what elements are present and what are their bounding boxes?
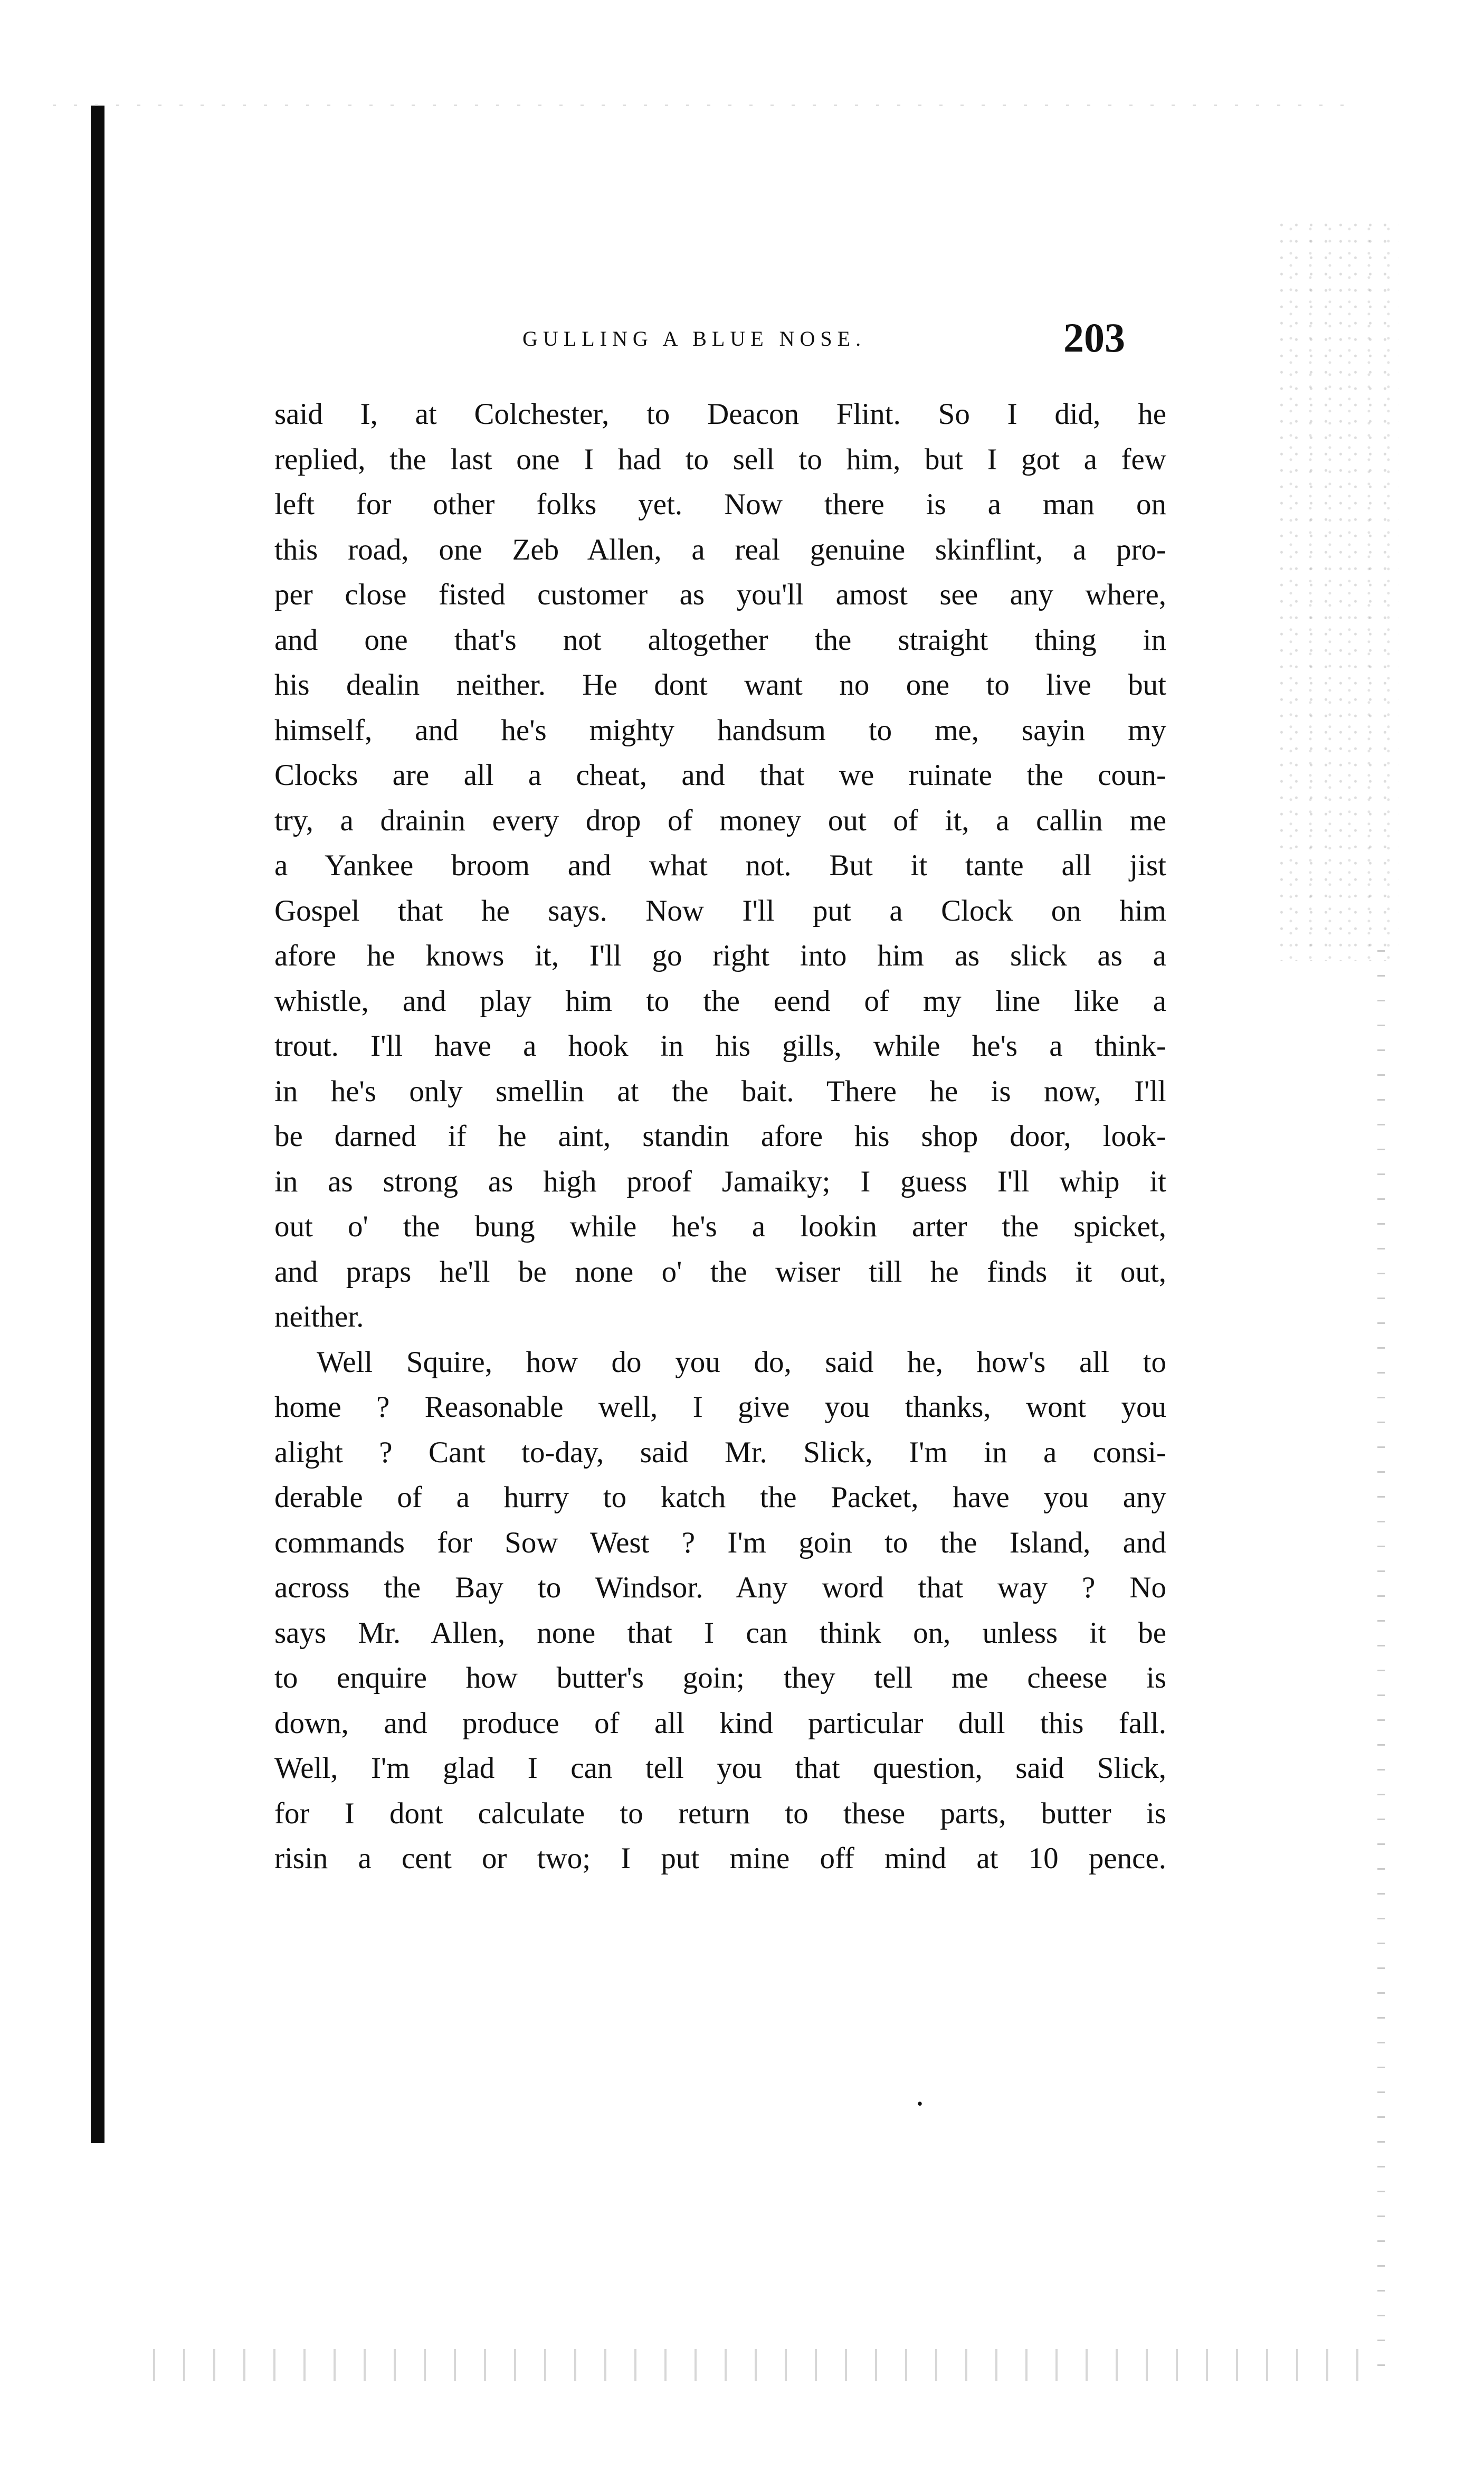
- paragraph: [274, 1340, 1166, 1881]
- text-line: to enquire how butter's goin; they tell me cheese is: [274, 1661, 1166, 1694]
- text-line: commands for Sow West ? I'm goin to the Island, and: [274, 1526, 1166, 1559]
- text-line: per close fisted customer as you'll amost see any where,: [274, 578, 1166, 611]
- text-line: and one that's not altogether the straight thing in: [274, 623, 1166, 657]
- running-head: GULLING A BLUE NOSE.: [522, 327, 867, 351]
- scan-speckle-right-edge: [1377, 950, 1385, 2375]
- text-line: and praps he'll be none o' the wiser till he finds it out,: [274, 1255, 1166, 1289]
- scan-top-edge: [53, 105, 1351, 106]
- binding-edge-bar: [91, 106, 104, 2143]
- text-line: in he's only smellin at the bait. There he is now, I'll: [274, 1074, 1166, 1108]
- text-line: a Yankee broom and what not. But it tante all jist: [274, 849, 1166, 882]
- text-line: this road, one Zeb Allen, a real genuine skinflint, a pro-: [274, 533, 1166, 566]
- text-line: whistle, and play him to the eend of my line like a: [274, 984, 1166, 1018]
- body-text: [274, 392, 1166, 1881]
- text-line: for I dont calculate to return to these parts, butter is: [274, 1796, 1166, 1830]
- text-line: himself, and he's mighty handsum to me, sayin my: [274, 713, 1166, 747]
- text-line: neither.: [274, 1300, 364, 1333]
- text-line: home ? Reasonable well, I give you thanks, wont you: [274, 1390, 1166, 1424]
- text-line: Well Squire, how do you do, said he, how's all to: [317, 1345, 1166, 1379]
- ornament-mark: •: [917, 2094, 923, 2113]
- text-line: Well, I'm glad I can tell you that question, said Slick,: [274, 1752, 1166, 1785]
- text-line: in as strong as high proof Jamaiky; I guess I'll whip it: [274, 1165, 1166, 1198]
- text-line: replied, the last one I had to sell to him, but I got a few: [274, 442, 1166, 476]
- text-line: across the Bay to Windsor. Any word that way ? No: [274, 1571, 1166, 1604]
- scan-speckle-right-top: [1277, 222, 1399, 961]
- scan-speckle-bottom: [153, 2349, 1367, 2381]
- text-line: trout. I'll have a hook in his gills, while he's a think-: [274, 1029, 1166, 1063]
- paragraph: [274, 392, 1166, 1340]
- text-line: alight ? Cant to-day, said Mr. Slick, I'm in a consi-: [274, 1435, 1166, 1469]
- text-line: says Mr. Allen, none that I can think on, unless it be: [274, 1616, 1166, 1650]
- text-line: Clocks are all a cheat, and that we ruinate the coun-: [274, 759, 1166, 792]
- text-line: left for other folks yet. Now there is a man on: [274, 488, 1166, 521]
- text-line: derable of a hurry to katch the Packet, have you any: [274, 1481, 1166, 1514]
- text-line: out o' the bung while he's a lookin arter the spicket,: [274, 1210, 1166, 1243]
- text-line: said I, at Colchester, to Deacon Flint. So I did, he: [274, 397, 1166, 431]
- text-line: down, and produce of all kind particular dull this fall.: [274, 1706, 1166, 1740]
- text-line: afore he knows it, I'll go right into him as slick as a: [274, 939, 1166, 972]
- page-number: 203: [1063, 315, 1125, 361]
- text-line: Gospel that he says. Now I'll put a Clock on him: [274, 894, 1166, 927]
- text-line: his dealin neither. He dont want no one to live but: [274, 668, 1166, 702]
- text-line: try, a drainin every drop of money out of it, a callin me: [274, 803, 1166, 837]
- text-line: be darned if he aint, standin afore his shop door, look-: [274, 1120, 1166, 1153]
- text-line: risin a cent or two; I put mine off mind at 10 pence.: [274, 1842, 1166, 1875]
